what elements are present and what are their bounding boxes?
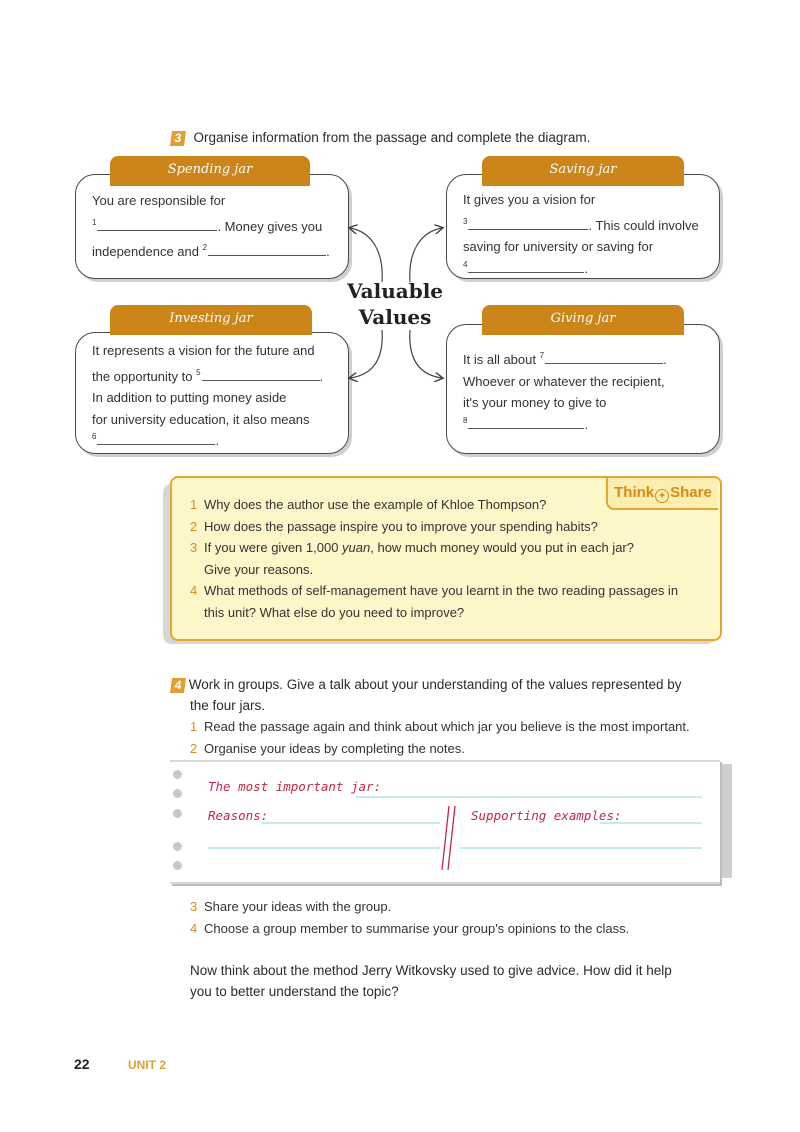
page-number: 22 — [74, 1056, 90, 1072]
task3-number-badge: 3 — [170, 131, 186, 146]
spending-jar-text: You are responsible for $^1$ . Money gives you independence and $^2$ . — [92, 193, 330, 259]
task3-instruction: Organise information from the passage and complete the diagram. — [193, 130, 591, 145]
task4-header: 4 Work in groups. Give a talk about your understanding of the values represented by the four jars. — [171, 674, 731, 716]
saving-jar-text: It gives you a vision for $^3$ . This could involve saving for university or saving for $^4$ . — [463, 192, 699, 276]
task4-number-badge: 4 — [170, 678, 186, 693]
notes-reasons-label: Reasons: — [208, 808, 269, 823]
task4-step-2: 2 Organise your ideas by completing the notes. — [190, 740, 465, 756]
notes-column-divider — [442, 806, 455, 870]
task4-step-4: 4 Choose a group member to summarise your group's opinions to the class. — [190, 920, 630, 936]
notes-most-important-label: The most important jar: — [208, 779, 382, 794]
task4-steps-b — [190, 896, 750, 939]
lightbulb-icon: ✦ — [655, 489, 669, 503]
giving-jar-text: It is all about $^7$ . Whoever or whatever the recipient, it's your money to give to $^8$ . — [463, 351, 667, 432]
task4-step-3: 3 Share your ideas with the group. — [190, 899, 392, 914]
investing-jar-tab: Investing jar — [110, 305, 312, 335]
think-question-2: 2 How does the passage inspire you to improve your spending habits? — [190, 518, 598, 534]
task4-step-1: 1 Read the passage again and think about which jar you believe is the most important. — [190, 719, 690, 734]
saving-jar-tab: Saving jar — [482, 156, 684, 186]
spending-jar-tab: Spending jar — [110, 156, 310, 186]
think-share-label: Think ✦ Share — [606, 478, 718, 510]
notes-examples-label: Supporting examples: — [471, 808, 622, 823]
think-question-4: 4 What methods of self-management have you learnt in the two reading passages in — [190, 583, 679, 598]
giving-jar-tab: Giving jar — [482, 305, 684, 335]
think-share-questions: 1 Why does the author use the example of Khloe Thompson? 2 How does the passage inspire you to improve your spending habits? 3 If you were given 1,000 yuan, how much money would you put in each jar? Give your reasons. 4 What methods of self-management have you learnt in the two reading passages in this unit? What else do you need to improve? — [190, 494, 710, 623]
unit-label: UNIT 2 — [128, 1058, 167, 1072]
think-question-1: 1 Why does the author use the example of Khloe Thompson? — [190, 497, 547, 512]
reflection-prompt: Now think about the method Jerry Witkovsky used to give advice. How did it help you to better understand the topic? — [190, 963, 672, 999]
investing-jar-text: It represents a vision for the future and the opportunity to $^5$ . In addition to putting money aside for university education, it also means $^6$ . — [92, 343, 324, 448]
think-question-3: 3 If you were given 1,000 yuan, how much money would you put in each jar? — [190, 540, 634, 555]
diagram-center-title: Valuable Values — [346, 279, 444, 329]
